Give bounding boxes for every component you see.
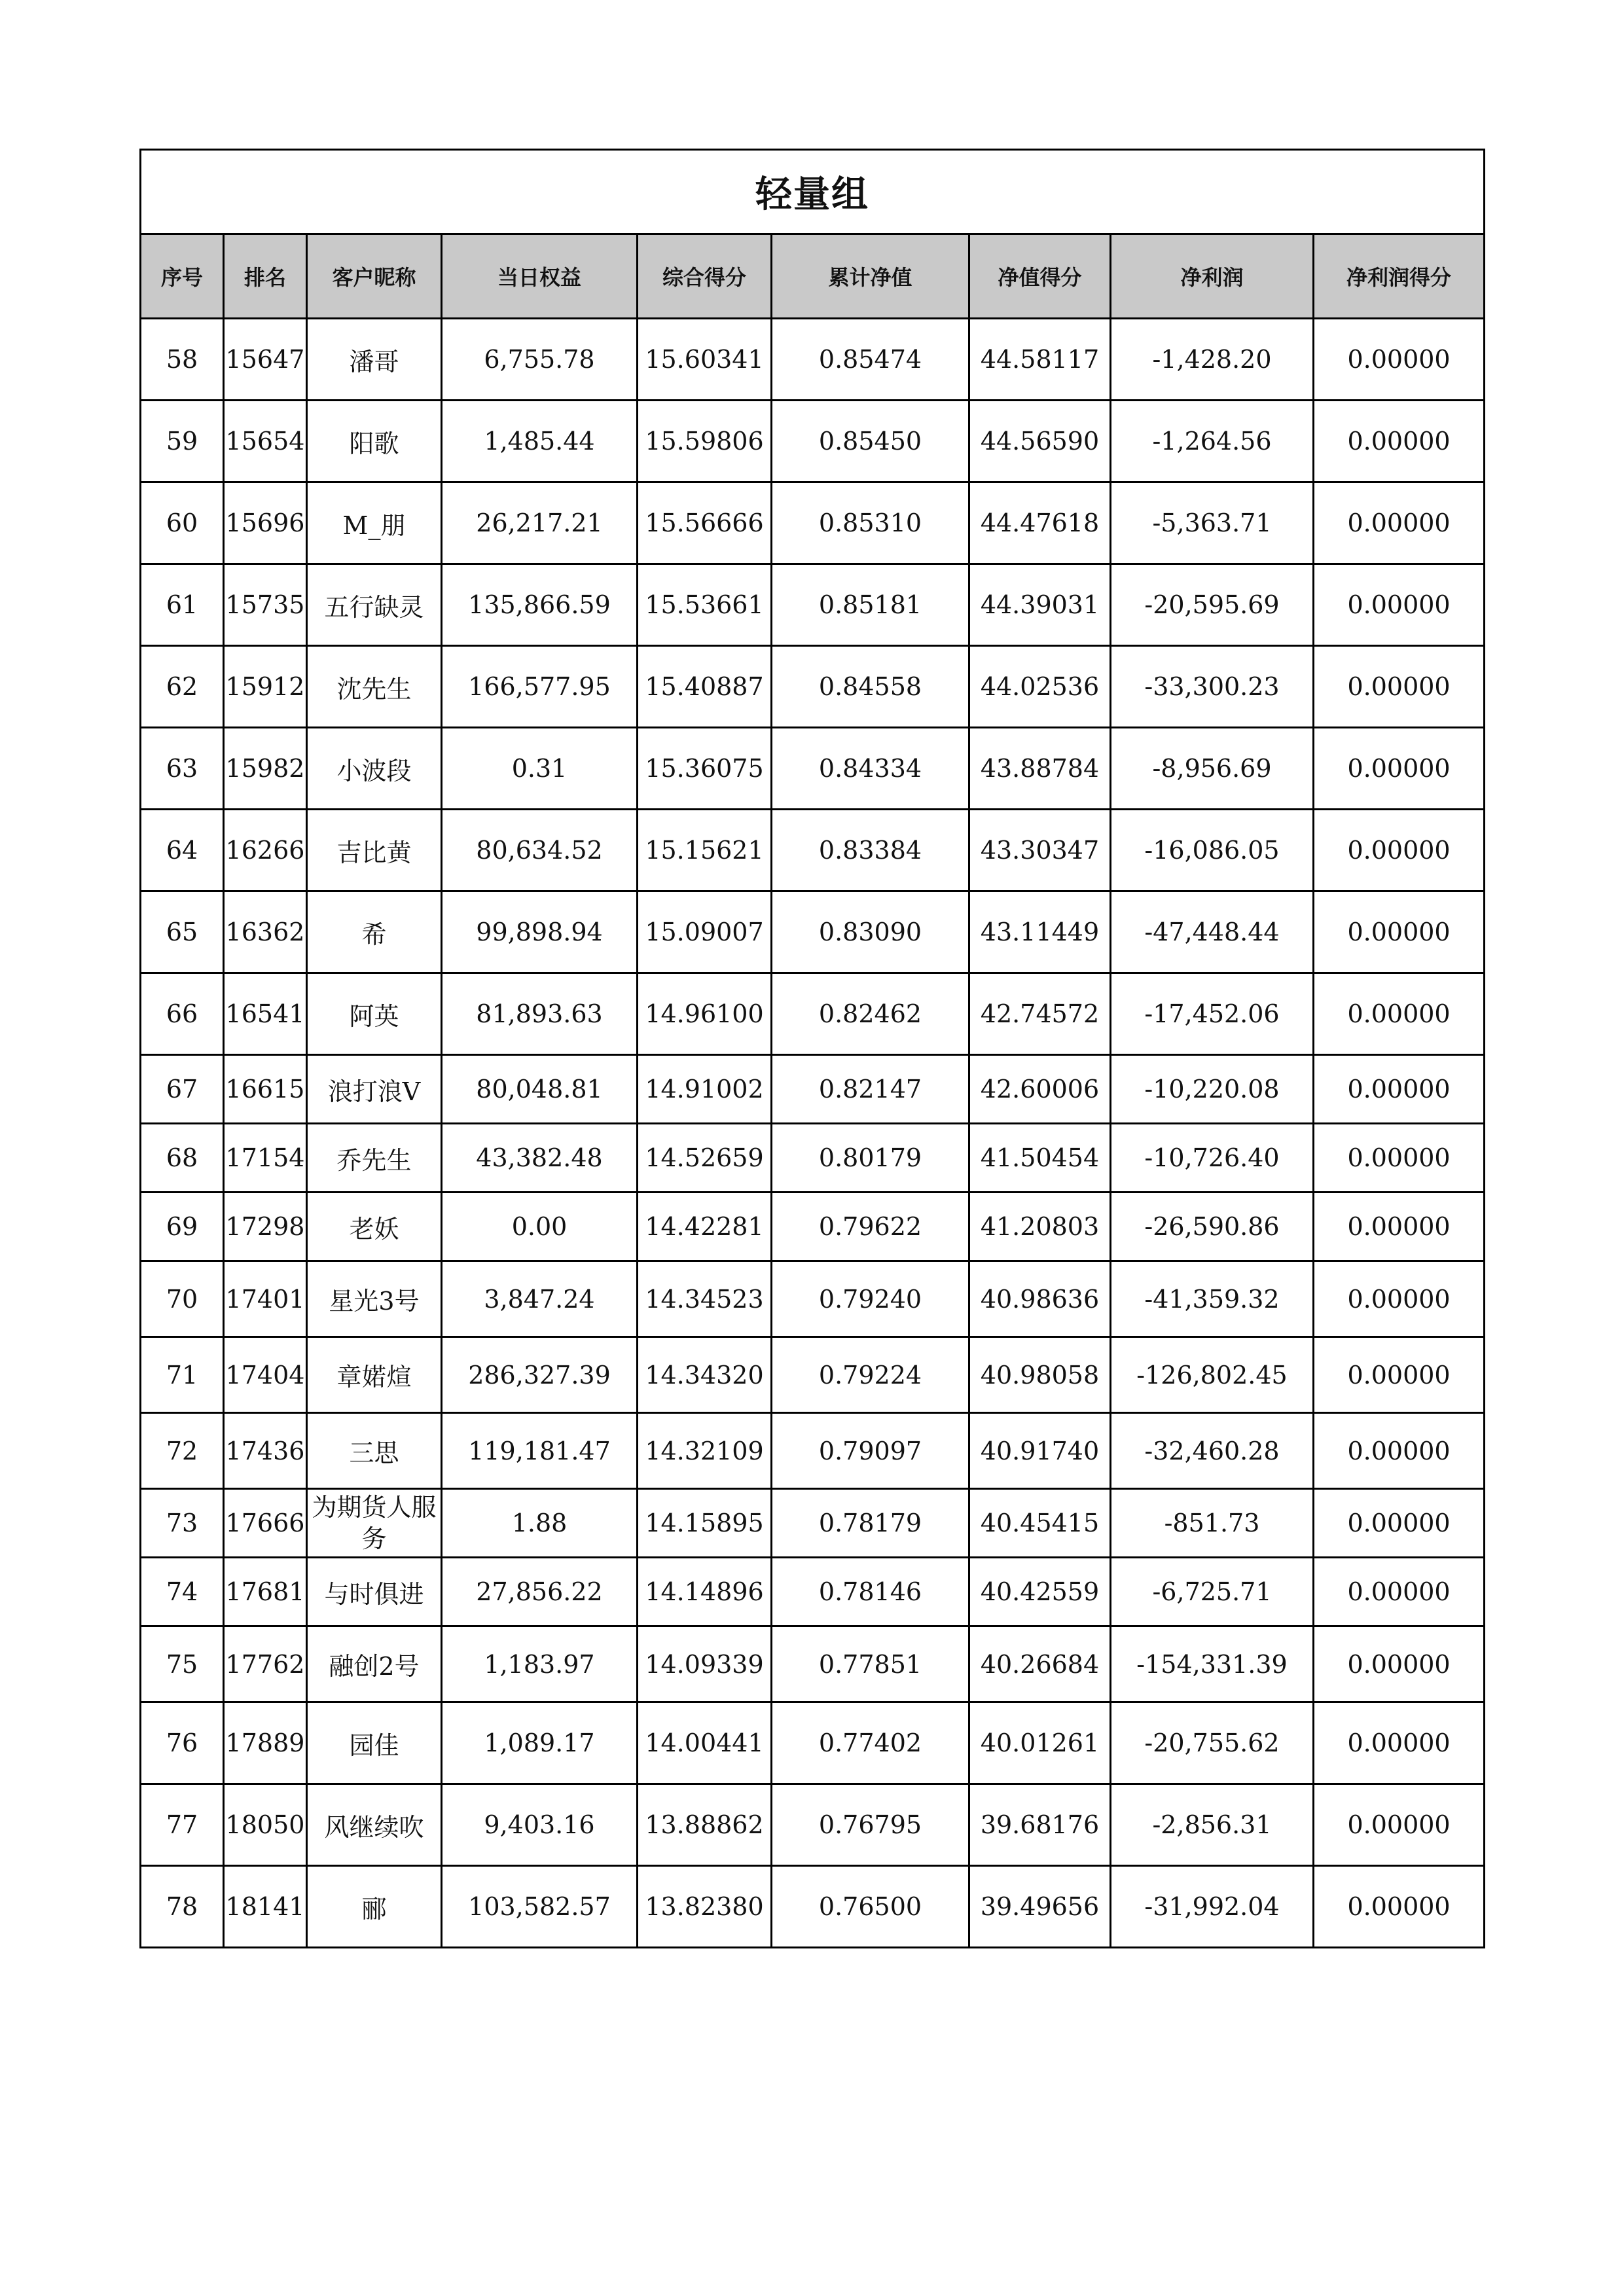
cell-nickname: 乔先生 <box>307 1124 442 1193</box>
cell-nickname: 潘哥 <box>307 319 442 401</box>
col-header-seq: 序号 <box>141 234 224 319</box>
cell-rank: 15647 <box>224 319 307 401</box>
cell-nav-score: 40.42559 <box>969 1558 1111 1626</box>
cell-seq: 66 <box>141 973 224 1055</box>
cell-equity: 80,634.52 <box>442 810 638 891</box>
col-header-nickname: 客户昵称 <box>307 234 442 319</box>
cell-rank: 18050 <box>224 1784 307 1866</box>
cell-nickname: 三思 <box>307 1413 442 1489</box>
cell-net-profit: -8,956.69 <box>1111 728 1314 810</box>
cell-nickname: 沈先生 <box>307 646 442 728</box>
cell-profit-score: 0.00000 <box>1314 1124 1485 1193</box>
cell-nav: 0.84558 <box>772 646 969 728</box>
cell-nickname: 吉比黄 <box>307 810 442 891</box>
cell-score: 15.40887 <box>638 646 772 728</box>
cell-net-profit: -33,300.23 <box>1111 646 1314 728</box>
cell-seq: 71 <box>141 1337 224 1413</box>
cell-seq: 77 <box>141 1784 224 1866</box>
cell-nickname: 星光3号 <box>307 1261 442 1337</box>
cell-nav: 0.85310 <box>772 482 969 564</box>
table-row <box>141 1866 1485 1948</box>
cell-nav-score: 40.45415 <box>969 1489 1111 1558</box>
cell-equity: 27,856.22 <box>442 1558 638 1626</box>
cell-score: 14.09339 <box>638 1626 772 1702</box>
cell-equity: 80,048.81 <box>442 1055 638 1124</box>
cell-nav-score: 40.98636 <box>969 1261 1111 1337</box>
cell-score: 15.59806 <box>638 401 772 482</box>
cell-nav-score: 42.60006 <box>969 1055 1111 1124</box>
cell-equity: 103,582.57 <box>442 1866 638 1948</box>
cell-nav: 0.83090 <box>772 891 969 973</box>
cell-profit-score: 0.00000 <box>1314 1702 1485 1784</box>
cell-profit-score: 0.00000 <box>1314 973 1485 1055</box>
cell-rank: 15654 <box>224 401 307 482</box>
cell-seq: 74 <box>141 1558 224 1626</box>
cell-nav: 0.77402 <box>772 1702 969 1784</box>
cell-nickname: 为期货人服务 <box>307 1489 442 1558</box>
table-row <box>141 1124 1485 1193</box>
cell-profit-score: 0.00000 <box>1314 810 1485 891</box>
table-row <box>141 1784 1485 1866</box>
cell-net-profit: -851.73 <box>1111 1489 1314 1558</box>
cell-seq: 73 <box>141 1489 224 1558</box>
cell-equity: 26,217.21 <box>442 482 638 564</box>
cell-rank: 17436 <box>224 1413 307 1489</box>
col-header-nav: 累计净值 <box>772 234 969 319</box>
cell-nav: 0.85474 <box>772 319 969 401</box>
cell-nav-score: 43.88784 <box>969 728 1111 810</box>
cell-rank: 15696 <box>224 482 307 564</box>
col-header-net-profit: 净利润 <box>1111 234 1314 319</box>
cell-nickname: 融创2号 <box>307 1626 442 1702</box>
cell-nav: 0.79240 <box>772 1261 969 1337</box>
header-row <box>141 234 1485 319</box>
cell-equity: 1,089.17 <box>442 1702 638 1784</box>
cell-net-profit: -154,331.39 <box>1111 1626 1314 1702</box>
cell-seq: 67 <box>141 1055 224 1124</box>
cell-seq: 58 <box>141 319 224 401</box>
table-title: 轻量组 <box>141 150 1485 234</box>
cell-rank: 17889 <box>224 1702 307 1784</box>
cell-net-profit: -6,725.71 <box>1111 1558 1314 1626</box>
table-row <box>141 564 1485 646</box>
cell-rank: 18141 <box>224 1866 307 1948</box>
cell-nav-score: 39.49656 <box>969 1866 1111 1948</box>
cell-score: 14.34523 <box>638 1261 772 1337</box>
cell-nav: 0.76795 <box>772 1784 969 1866</box>
cell-rank: 17298 <box>224 1193 307 1261</box>
cell-net-profit: -41,359.32 <box>1111 1261 1314 1337</box>
cell-net-profit: -5,363.71 <box>1111 482 1314 564</box>
table-row <box>141 1261 1485 1337</box>
cell-profit-score: 0.00000 <box>1314 1261 1485 1337</box>
cell-score: 13.82380 <box>638 1866 772 1948</box>
cell-nickname: 阿英 <box>307 973 442 1055</box>
cell-nickname: 郦 <box>307 1866 442 1948</box>
cell-nickname: 小波段 <box>307 728 442 810</box>
table-row <box>141 1055 1485 1124</box>
cell-nickname: 与时俱进 <box>307 1558 442 1626</box>
cell-nickname: 阳歌 <box>307 401 442 482</box>
cell-nav-score: 41.50454 <box>969 1124 1111 1193</box>
cell-rank: 16615 <box>224 1055 307 1124</box>
col-header-nav-score: 净值得分 <box>969 234 1111 319</box>
cell-profit-score: 0.00000 <box>1314 1866 1485 1948</box>
cell-score: 14.15895 <box>638 1489 772 1558</box>
cell-nav-score: 44.47618 <box>969 482 1111 564</box>
cell-nickname: 园佳 <box>307 1702 442 1784</box>
cell-score: 14.14896 <box>638 1558 772 1626</box>
table-row <box>141 646 1485 728</box>
cell-score: 14.91002 <box>638 1055 772 1124</box>
cell-equity: 286,327.39 <box>442 1337 638 1413</box>
cell-equity: 3,847.24 <box>442 1261 638 1337</box>
cell-equity: 166,577.95 <box>442 646 638 728</box>
cell-nav: 0.82462 <box>772 973 969 1055</box>
cell-net-profit: -1,428.20 <box>1111 319 1314 401</box>
cell-nav: 0.79224 <box>772 1337 969 1413</box>
table-row <box>141 891 1485 973</box>
cell-net-profit: -16,086.05 <box>1111 810 1314 891</box>
cell-profit-score: 0.00000 <box>1314 1489 1485 1558</box>
cell-rank: 17666 <box>224 1489 307 1558</box>
cell-nav-score: 40.91740 <box>969 1413 1111 1489</box>
col-header-profit-score: 净利润得分 <box>1314 234 1485 319</box>
cell-score: 14.00441 <box>638 1702 772 1784</box>
table-row <box>141 401 1485 482</box>
cell-net-profit: -26,590.86 <box>1111 1193 1314 1261</box>
cell-nickname: 五行缺灵 <box>307 564 442 646</box>
cell-seq: 68 <box>141 1124 224 1193</box>
table-row <box>141 482 1485 564</box>
cell-equity: 1.88 <box>442 1489 638 1558</box>
cell-nav: 0.78146 <box>772 1558 969 1626</box>
cell-seq: 75 <box>141 1626 224 1702</box>
cell-seq: 63 <box>141 728 224 810</box>
cell-net-profit: -47,448.44 <box>1111 891 1314 973</box>
cell-nav-score: 43.11449 <box>969 891 1111 973</box>
cell-score: 13.88862 <box>638 1784 772 1866</box>
cell-score: 14.42281 <box>638 1193 772 1261</box>
cell-nav-score: 40.01261 <box>969 1702 1111 1784</box>
cell-profit-score: 0.00000 <box>1314 891 1485 973</box>
table-row <box>141 319 1485 401</box>
table-row <box>141 1626 1485 1702</box>
cell-profit-score: 0.00000 <box>1314 482 1485 564</box>
col-header-equity: 当日权益 <box>442 234 638 319</box>
cell-nickname: 浪打浪V <box>307 1055 442 1124</box>
cell-equity: 6,755.78 <box>442 319 638 401</box>
cell-nickname: 章婼煊 <box>307 1337 442 1413</box>
cell-equity: 43,382.48 <box>442 1124 638 1193</box>
cell-nav: 0.78179 <box>772 1489 969 1558</box>
cell-seq: 72 <box>141 1413 224 1489</box>
cell-nav-score: 41.20803 <box>969 1193 1111 1261</box>
cell-profit-score: 0.00000 <box>1314 1558 1485 1626</box>
cell-net-profit: -20,595.69 <box>1111 564 1314 646</box>
cell-net-profit: -31,992.04 <box>1111 1866 1314 1948</box>
cell-equity: 1,183.97 <box>442 1626 638 1702</box>
cell-rank: 15735 <box>224 564 307 646</box>
cell-nickname: 风继续吹 <box>307 1784 442 1866</box>
cell-nav: 0.76500 <box>772 1866 969 1948</box>
cell-seq: 78 <box>141 1866 224 1948</box>
cell-rank: 17401 <box>224 1261 307 1337</box>
cell-profit-score: 0.00000 <box>1314 646 1485 728</box>
cell-nickname: 希 <box>307 891 442 973</box>
cell-nav: 0.77851 <box>772 1626 969 1702</box>
cell-nav-score: 44.39031 <box>969 564 1111 646</box>
cell-nav: 0.79622 <box>772 1193 969 1261</box>
table-row <box>141 973 1485 1055</box>
cell-rank: 15982 <box>224 728 307 810</box>
cell-profit-score: 0.00000 <box>1314 564 1485 646</box>
cell-seq: 70 <box>141 1261 224 1337</box>
cell-seq: 62 <box>141 646 224 728</box>
cell-rank: 16362 <box>224 891 307 973</box>
ranking-sheet <box>139 149 1483 1948</box>
cell-nav-score: 43.30347 <box>969 810 1111 891</box>
cell-score: 15.36075 <box>638 728 772 810</box>
cell-nav: 0.80179 <box>772 1124 969 1193</box>
table-row <box>141 810 1485 891</box>
cell-seq: 65 <box>141 891 224 973</box>
cell-seq: 59 <box>141 401 224 482</box>
cell-rank: 17154 <box>224 1124 307 1193</box>
cell-nickname: 老妖 <box>307 1193 442 1261</box>
cell-seq: 69 <box>141 1193 224 1261</box>
cell-score: 15.53661 <box>638 564 772 646</box>
cell-rank: 17681 <box>224 1558 307 1626</box>
cell-score: 15.56666 <box>638 482 772 564</box>
cell-score: 14.52659 <box>638 1124 772 1193</box>
cell-net-profit: -1,264.56 <box>1111 401 1314 482</box>
cell-rank: 16266 <box>224 810 307 891</box>
cell-net-profit: -10,220.08 <box>1111 1055 1314 1124</box>
cell-profit-score: 0.00000 <box>1314 401 1485 482</box>
table-row <box>141 1193 1485 1261</box>
cell-nav-score: 44.56590 <box>969 401 1111 482</box>
cell-nickname: M_朋 <box>307 482 442 564</box>
cell-nav: 0.79097 <box>772 1413 969 1489</box>
cell-seq: 61 <box>141 564 224 646</box>
cell-net-profit: -10,726.40 <box>1111 1124 1314 1193</box>
cell-net-profit: -126,802.45 <box>1111 1337 1314 1413</box>
cell-rank: 17762 <box>224 1626 307 1702</box>
cell-equity: 1,485.44 <box>442 401 638 482</box>
table-row <box>141 1489 1485 1558</box>
table-body <box>141 319 1485 1948</box>
cell-nav-score: 40.26684 <box>969 1626 1111 1702</box>
cell-equity: 0.31 <box>442 728 638 810</box>
col-header-rank: 排名 <box>224 234 307 319</box>
cell-score: 14.32109 <box>638 1413 772 1489</box>
cell-seq: 76 <box>141 1702 224 1784</box>
cell-nav: 0.85450 <box>772 401 969 482</box>
cell-score: 15.60341 <box>638 319 772 401</box>
cell-profit-score: 0.00000 <box>1314 1413 1485 1489</box>
cell-equity: 135,866.59 <box>442 564 638 646</box>
cell-profit-score: 0.00000 <box>1314 1626 1485 1702</box>
table-row <box>141 1558 1485 1626</box>
cell-nav-score: 39.68176 <box>969 1784 1111 1866</box>
cell-net-profit: -2,856.31 <box>1111 1784 1314 1866</box>
cell-net-profit: -20,755.62 <box>1111 1702 1314 1784</box>
cell-score: 14.96100 <box>638 973 772 1055</box>
cell-equity: 0.00 <box>442 1193 638 1261</box>
cell-score: 15.15621 <box>638 810 772 891</box>
ranking-table <box>139 149 1485 1948</box>
cell-equity: 99,898.94 <box>442 891 638 973</box>
cell-equity: 119,181.47 <box>442 1413 638 1489</box>
cell-equity: 9,403.16 <box>442 1784 638 1866</box>
cell-profit-score: 0.00000 <box>1314 1337 1485 1413</box>
cell-profit-score: 0.00000 <box>1314 728 1485 810</box>
cell-nav: 0.82147 <box>772 1055 969 1124</box>
table-row <box>141 1413 1485 1489</box>
cell-seq: 60 <box>141 482 224 564</box>
cell-rank: 15912 <box>224 646 307 728</box>
cell-net-profit: -32,460.28 <box>1111 1413 1314 1489</box>
cell-score: 14.34320 <box>638 1337 772 1413</box>
cell-net-profit: -17,452.06 <box>1111 973 1314 1055</box>
table-row <box>141 728 1485 810</box>
cell-profit-score: 0.00000 <box>1314 319 1485 401</box>
cell-seq: 64 <box>141 810 224 891</box>
cell-nav: 0.84334 <box>772 728 969 810</box>
table-row <box>141 1337 1485 1413</box>
cell-nav-score: 44.02536 <box>969 646 1111 728</box>
cell-nav-score: 44.58117 <box>969 319 1111 401</box>
cell-equity: 81,893.63 <box>442 973 638 1055</box>
cell-nav-score: 42.74572 <box>969 973 1111 1055</box>
cell-profit-score: 0.00000 <box>1314 1784 1485 1866</box>
cell-rank: 17404 <box>224 1337 307 1413</box>
cell-score: 15.09007 <box>638 891 772 973</box>
cell-nav: 0.85181 <box>772 564 969 646</box>
cell-profit-score: 0.00000 <box>1314 1193 1485 1261</box>
table-row <box>141 1702 1485 1784</box>
cell-nav-score: 40.98058 <box>969 1337 1111 1413</box>
cell-profit-score: 0.00000 <box>1314 1055 1485 1124</box>
cell-nav: 0.83384 <box>772 810 969 891</box>
col-header-score: 综合得分 <box>638 234 772 319</box>
cell-rank: 16541 <box>224 973 307 1055</box>
